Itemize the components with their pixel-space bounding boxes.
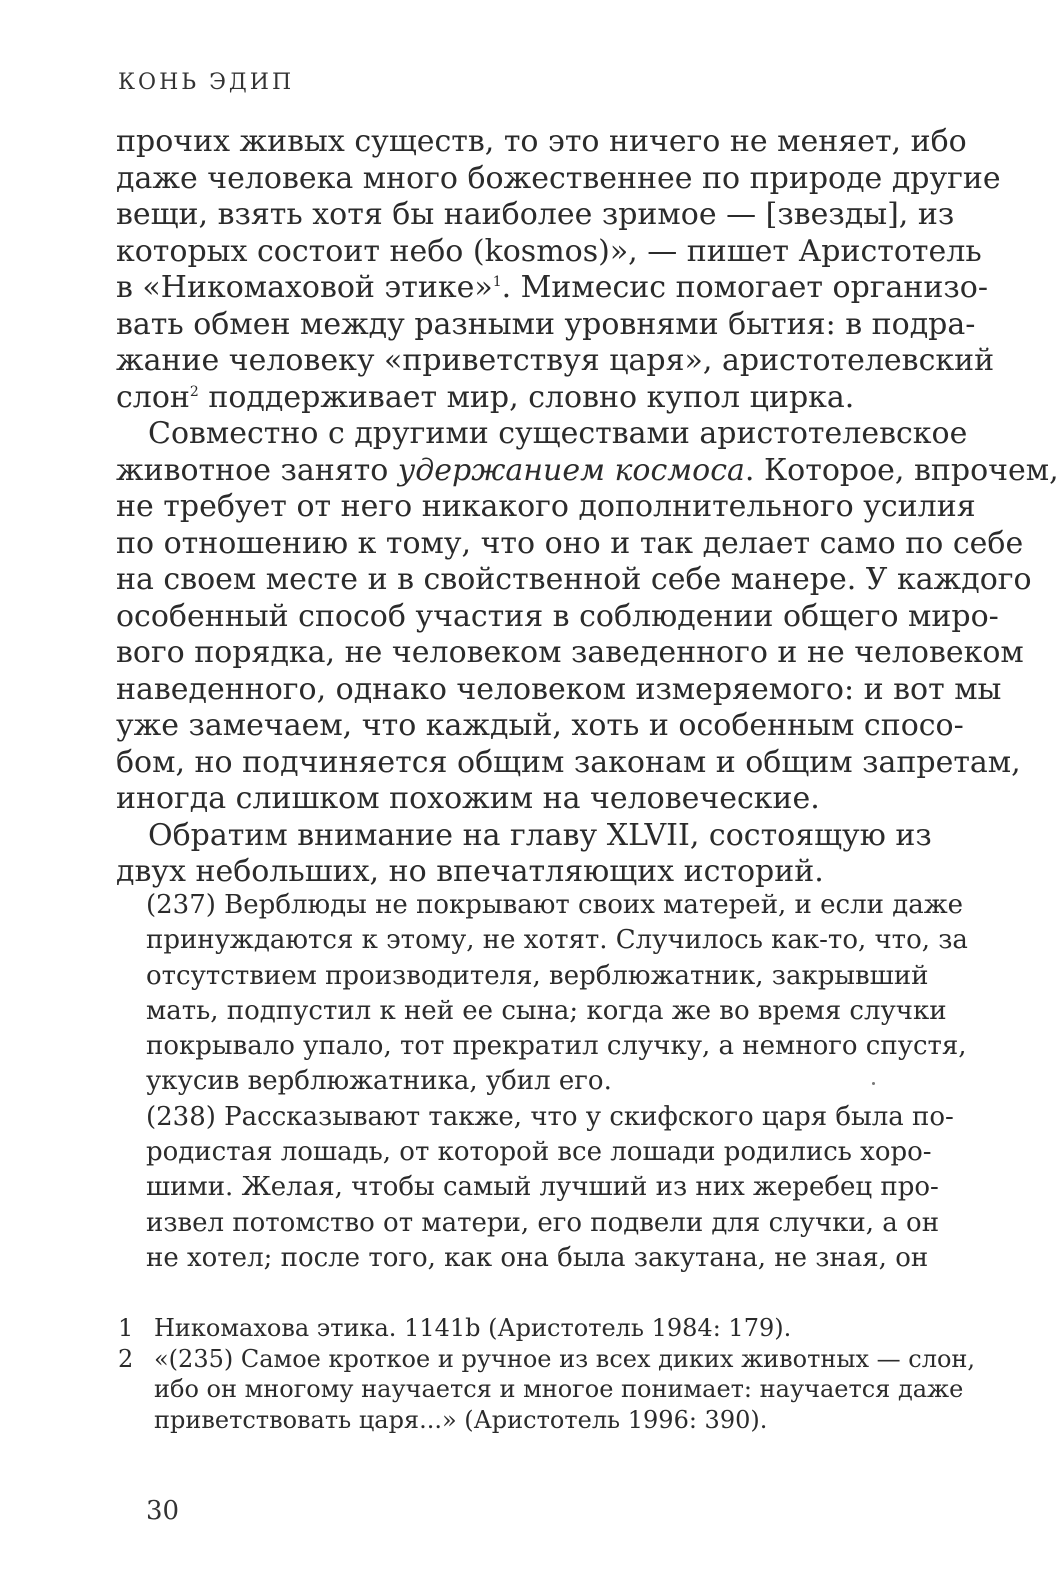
body-line: вещи, взять хотя бы наиболее зримое — [звезды], из: [116, 197, 955, 232]
stray-dot: [872, 1082, 875, 1085]
body-line: бом, но подчиняется общим законам и общим запретам,: [116, 744, 1021, 780]
body-line-text: в «Никомаховой этике»: [116, 270, 493, 305]
body-line: иногда слишком похожим на человеческие.: [116, 781, 820, 816]
quote-line: шими. Желая, чтобы самый лучший из них жеребец про-: [146, 1172, 939, 1203]
body-line: вать обмен между разными уровнями бытия: в подра-: [116, 306, 976, 342]
body-text: [116, 124, 1059, 891]
body-line: вого порядка, не человеком заведенного и не человеком: [116, 635, 1024, 670]
body-line: которых состоит небо (kosmos)», — пишет Аристотель: [116, 233, 982, 269]
quote-line: отсутствием производителя, верблюжатник, закрывший: [146, 960, 929, 991]
body-line: жание человеку «приветствуя царя», аристотелевский: [116, 343, 995, 378]
body-line: по отношению к тому, что оно и так делает само по себе: [116, 525, 1024, 561]
footnote-2: [118, 1344, 976, 1436]
quote-line: (237) Верблюды не покрывают своих матерей, и если даже: [146, 890, 964, 920]
footnote-ref-1[interactable]: 1: [492, 274, 502, 290]
footnote-line: «(235) Самое кроткое и ручное из всех диких животных — слон,: [154, 1344, 976, 1373]
footnote-number: 2: [118, 1344, 134, 1373]
body-line-text: животное занято: [116, 452, 389, 488]
body-line: [116, 452, 1059, 490]
body-line-text: слон: [116, 379, 190, 415]
body-line: на своем месте и в свойственной себе манере. У каждого: [116, 562, 1032, 597]
quote-line: родистая лошадь, от которой все лошади родились хоро-: [146, 1137, 932, 1168]
running-head: КОНЬ ЭДИП: [118, 70, 295, 95]
quote-line: извел потомство от матери, его подвели для случки, а он: [146, 1207, 940, 1238]
quote-line: не хотел; после того, как она была закутана, не зная, он: [146, 1242, 929, 1273]
footnote-1: [118, 1313, 902, 1344]
body-line: [116, 270, 988, 307]
body-line: Совместно с другими существами аристотелевское: [148, 416, 968, 451]
footnote-number: 1: [118, 1314, 134, 1342]
body-line: Обратим внимание на главу XLVII, состоящую из: [148, 817, 932, 853]
body-line: прочих живых существ, то это ничего не меняет, ибо: [116, 124, 967, 159]
footnote-line: ибо он многому научается и многое понимает: научается даже: [154, 1375, 964, 1403]
footnote-line: Никомахова этика. 1141b (Аристотель 1984: 179).: [154, 1314, 792, 1342]
body-line: не требует от него никакого дополнительного усилия: [116, 489, 976, 524]
body-line-text: . Мимесис помогает организо-: [501, 270, 988, 305]
page-number: 30: [146, 1496, 180, 1526]
body-line: даже человека много божественнее по природе другие: [116, 160, 1001, 196]
body-line-text: поддерживает мир, словно купол цирка.: [198, 379, 855, 415]
body-line: двух небольших, но впечатляющих историй.: [116, 854, 824, 889]
quote-line: принуждаются к этому, не хотят. Случилось как-то, что, за: [146, 925, 968, 956]
body-line: наведенного, однако человеком измеряемого: и вот мы: [116, 671, 1002, 707]
quote-line: покрывало упало, тот прекратил случку, а немного спустя,: [146, 1031, 967, 1062]
footnotes: [118, 1313, 976, 1435]
body-line: уже замечаем, что каждый, хоть и особенным спосо-: [116, 708, 964, 743]
body-line: особенный способ участия в соблюдении общего миро-: [116, 598, 999, 634]
footnote-ref-2[interactable]: 2: [189, 383, 199, 400]
quote-line: мать, подпустил к ней ее сына; когда же во время случки: [146, 995, 947, 1026]
footnote-line: приветствовать царя...» (Аристотель 1996: 390).: [154, 1405, 768, 1434]
body-line-text: . Которое, впрочем,: [744, 452, 1059, 488]
body-line: [116, 380, 902, 417]
italic-phrase: удержанием космоса: [397, 452, 745, 488]
block-quote: [146, 888, 968, 1276]
quote-line: (238) Рассказывают также, что у скифского царя была по-: [146, 1101, 954, 1132]
quote-line: укусив верблюжатника, убил его.: [146, 1066, 612, 1097]
